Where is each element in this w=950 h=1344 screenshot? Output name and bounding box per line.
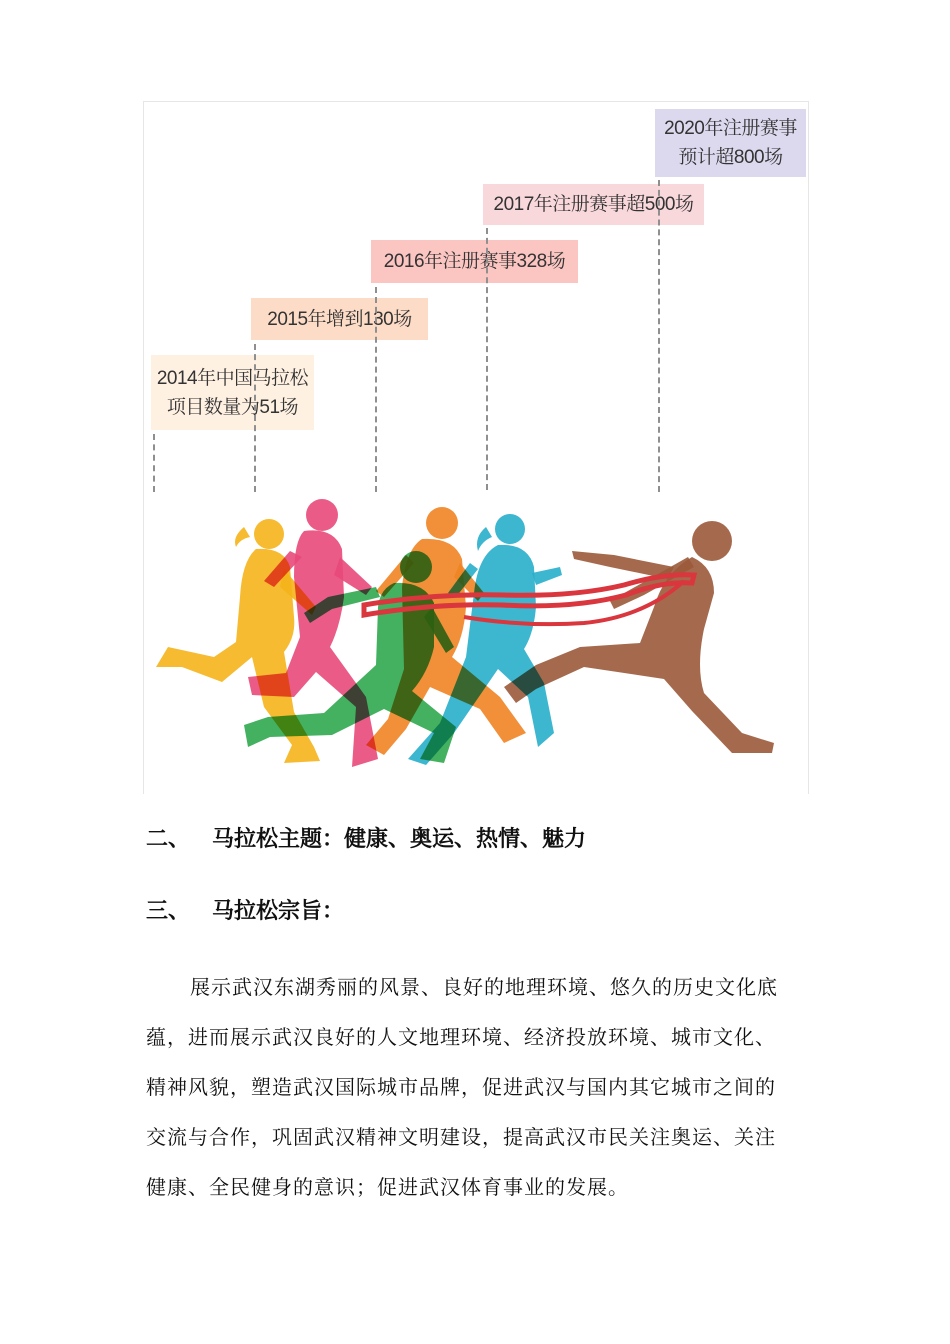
milestone-2020-line-1: 2020年注册赛事 xyxy=(664,118,797,139)
dashed-leader-2016 xyxy=(375,287,377,492)
milestone-2017 xyxy=(483,184,704,225)
dashed-leader-2017 xyxy=(486,228,488,490)
dashed-leader-2014 xyxy=(153,434,155,492)
milestone-2014-line-1: 2014年中国马拉松 xyxy=(156,367,309,389)
section-2-heading xyxy=(146,822,586,853)
milestone-2017-line-1: 2017年注册赛事超500场 xyxy=(493,194,694,215)
dashed-leader-2015 xyxy=(254,344,256,492)
paragraph-line-2: 蕴，进而展示武汉良好的人文地理环境、经济投放环境、城市文化、 xyxy=(146,1025,776,1049)
section-2-number: 二、 xyxy=(146,827,191,852)
section-2-title: 马拉松主题：健康、奥运、热情、魅力 xyxy=(212,827,587,852)
milestone-2014-line-2: 项目数量为51场 xyxy=(166,396,299,418)
milestone-2015 xyxy=(251,298,428,340)
milestone-2016-line-1: 2016年注册赛事328场 xyxy=(383,251,566,272)
section-3-number: 三、 xyxy=(146,899,191,924)
purpose-paragraph xyxy=(146,962,826,1212)
section-3-title: 马拉松宗旨： xyxy=(212,899,345,924)
paragraph-line-3: 精神风貌，塑造武汉国际城市品牌，促进武汉与国内其它城市之间的 xyxy=(146,1075,776,1099)
milestone-2020-line-2: 预计超800场 xyxy=(678,147,783,168)
milestone-2014 xyxy=(151,355,314,430)
paragraph-line-5: 健康、全民健身的意识；促进武汉体育事业的发展。 xyxy=(146,1175,629,1199)
milestone-2015-line-1: 2015年增到130场 xyxy=(267,308,412,330)
milestone-2020 xyxy=(655,109,806,177)
milestone-2016 xyxy=(371,240,578,283)
marathon-growth-figure xyxy=(143,101,809,794)
section-3-heading xyxy=(146,894,344,925)
dashed-leader-2020 xyxy=(658,180,660,492)
paragraph-line-4: 交流与合作，巩固武汉精神文明建设，提高武汉市民关注奥运、关注 xyxy=(146,1125,776,1149)
runners-illustration xyxy=(144,497,808,794)
paragraph-line-1: 展示武汉东湖秀丽的风景、良好的地理环境、悠久的历史文化底 xyxy=(190,975,778,999)
